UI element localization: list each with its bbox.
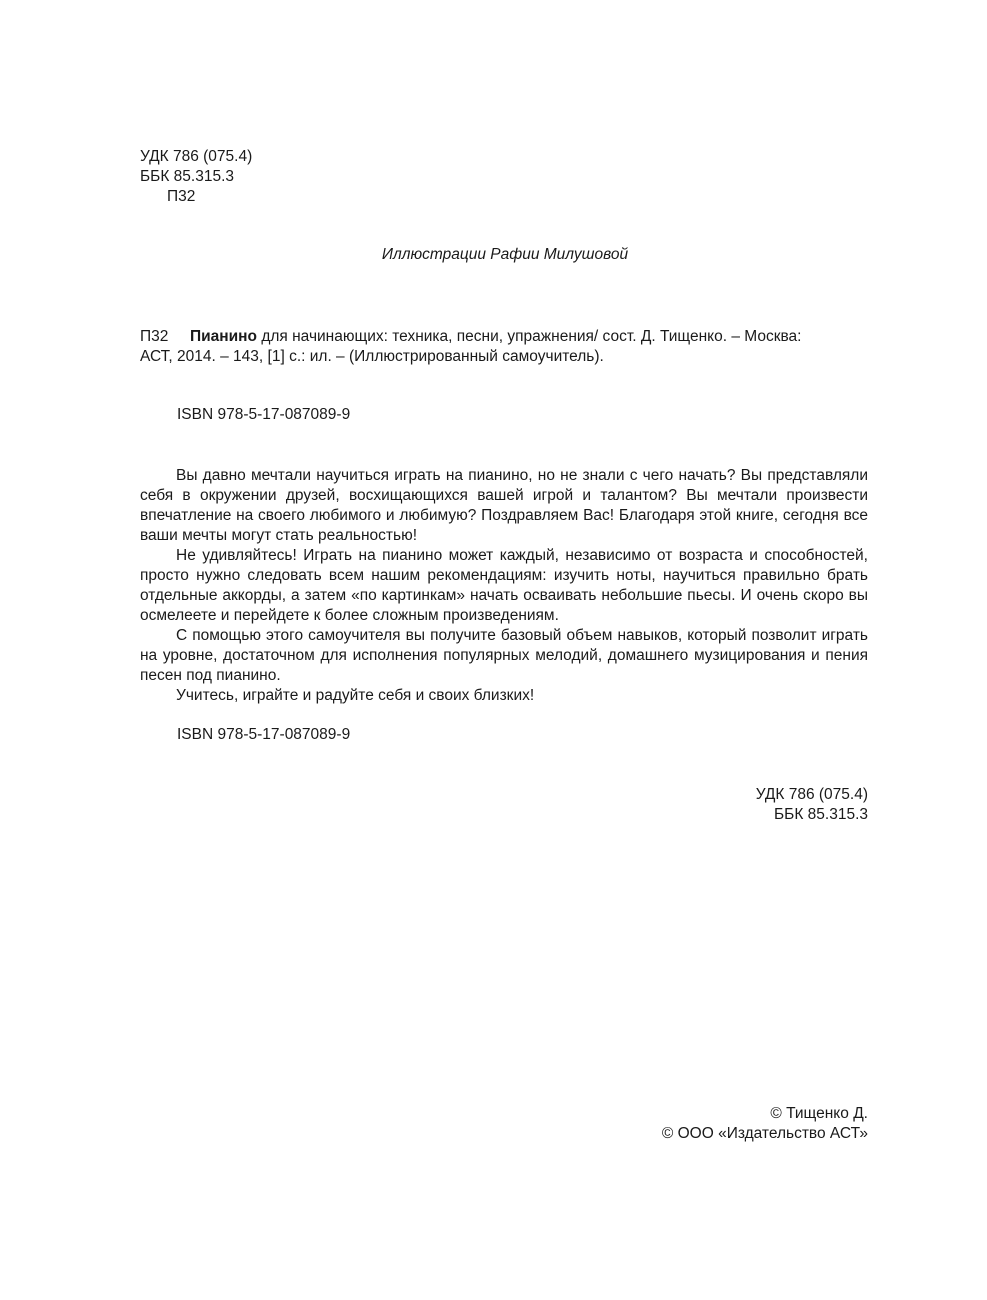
annotation xyxy=(140,466,868,706)
citation-line-2: АСТ, 2014. – 143, [1] с.: ил. – (Иллюстрированный самоучитель). xyxy=(140,348,604,365)
copyright-block xyxy=(662,1104,868,1144)
author-mark: П32 xyxy=(167,188,196,205)
udk-code-bottom: УДК 786 (075.4) xyxy=(755,786,868,803)
isbn-bottom: ISBN 978-5-17-087089-9 xyxy=(177,726,351,743)
citation-code: П32 xyxy=(140,328,169,345)
copyright-author: © Тищенко Д. xyxy=(770,1105,868,1122)
annotation-paragraph-3: С помощью этого самоучителя вы получите базовый объем навыков, который позволит играть на уровне, достаточном для исполнения популярных мелодий, домашнего музицирования и пения песен под пианино. xyxy=(140,627,868,684)
copyright-publisher: © ООО «Издательство АСТ» xyxy=(661,1125,868,1142)
bbk-code-bottom: ББК 85.315.3 xyxy=(773,806,868,823)
bibliographic-citation xyxy=(140,327,801,367)
bbk-code: ББК 85.315.3 xyxy=(140,168,235,185)
illustrations-credit: Иллюстрации Рафии Милушовой xyxy=(381,246,629,263)
classification-codes-top xyxy=(140,147,252,207)
annotation-paragraph-1: Вы давно мечтали научиться играть на пианино, но не знали с чего начать? Вы представляли себя в окружении друзей, восхищающихся вашей игрой и талантом? Вы мечтали произвести впечатление на своего любимого и любимую? Поздравляем Вас! Благодаря этой книге, сегодня все ваши мечты могут стать реальностью! xyxy=(140,467,868,544)
annotation-paragraph-4: Учитесь, играйте и радуйте себя и своих близких! xyxy=(176,687,535,704)
citation-line-1 xyxy=(140,327,801,347)
isbn-top: ISBN 978-5-17-087089-9 xyxy=(177,406,351,423)
citation-title: Пианино xyxy=(190,328,258,345)
udk-code: УДК 786 (075.4) xyxy=(140,148,253,165)
annotation-paragraph-2: Не удивляйтесь! Играть на пианино может каждый, независимо от возраста и способностей, просто нужно следовать всем нашим рекомендациям: изучить ноты, научиться правильно брать отдельные аккорды, а затем «по картинкам» начать осваивать небольшие пьесы. И очень скоро вы осмелеете и перейдете к более сложным произведениям. xyxy=(140,547,868,624)
classification-codes-bottom xyxy=(756,785,868,825)
citation-line-1-rest: для начинающих: техника, песни, упражнения/ сост. Д. Тищенко. – Москва: xyxy=(257,328,802,345)
